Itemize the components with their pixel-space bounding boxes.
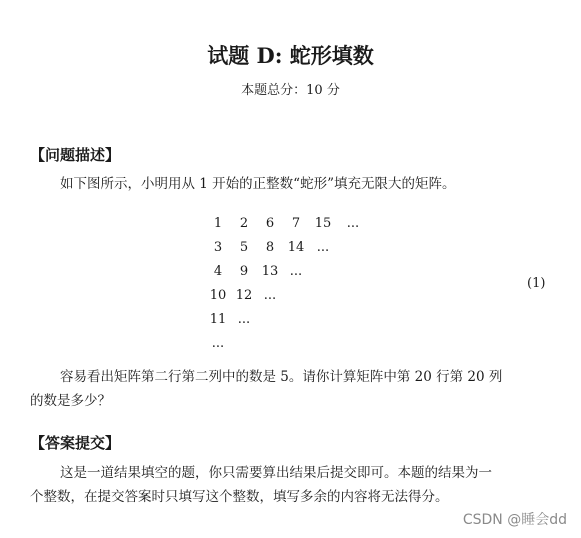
matrix-cell: ... [211, 336, 225, 351]
matrix-cell: 7 [291, 216, 301, 231]
matrix-cell: 4 [213, 264, 223, 279]
matrix-cell: 13 [261, 264, 279, 279]
matrix-cell: 2 [239, 216, 249, 231]
problem-heading: 【问题描述】 [30, 146, 121, 164]
matrix-cell: ... [263, 288, 277, 303]
question-line-1: 容易看出矩阵第二行第二列中的数是 5。请你计算矩阵中第 20 行第 20 列 [60, 369, 503, 385]
submission-heading: 【答案提交】 [30, 434, 121, 452]
matrix-cell: 14 [287, 240, 305, 255]
matrix-cell: 11 [209, 312, 227, 327]
csdn-watermark: CSDN @睡会dd [462, 512, 567, 528]
equation-number: (1) [527, 276, 546, 291]
matrix-cell: 9 [239, 264, 249, 279]
submission-line-1: 这是一道结果填空的题，你只需要算出结果后提交即可。本题的结果为一 [60, 465, 492, 481]
matrix-cell: ... [237, 312, 251, 327]
submission-line-2: 个整数，在提交答案时只填写这个整数，填写多余的内容将无法得分。 [30, 489, 449, 505]
matrix-cell: ... [316, 240, 330, 255]
matrix-cell: 1 [213, 216, 223, 231]
matrix-cell: 15 [314, 216, 332, 231]
question-line-2: 的数是多少？ [30, 393, 111, 409]
problem-intro: 如下图所示，小明用从 1 开始的正整数“蛇形”填充无限大的矩阵。 [60, 176, 456, 192]
matrix-cell: ... [346, 216, 360, 231]
matrix-cell: ... [289, 264, 303, 279]
matrix-cell: 8 [265, 240, 275, 255]
matrix-cell: 3 [213, 240, 223, 255]
matrix-cell: 6 [265, 216, 275, 231]
page-title: 试题 D: 蛇形填数 [207, 43, 374, 68]
matrix-cell: 10 [209, 288, 227, 303]
score-subtitle: 本题总分：10 分 [241, 83, 340, 98]
matrix-cell: 5 [239, 240, 249, 255]
matrix-cell: 12 [235, 288, 253, 303]
